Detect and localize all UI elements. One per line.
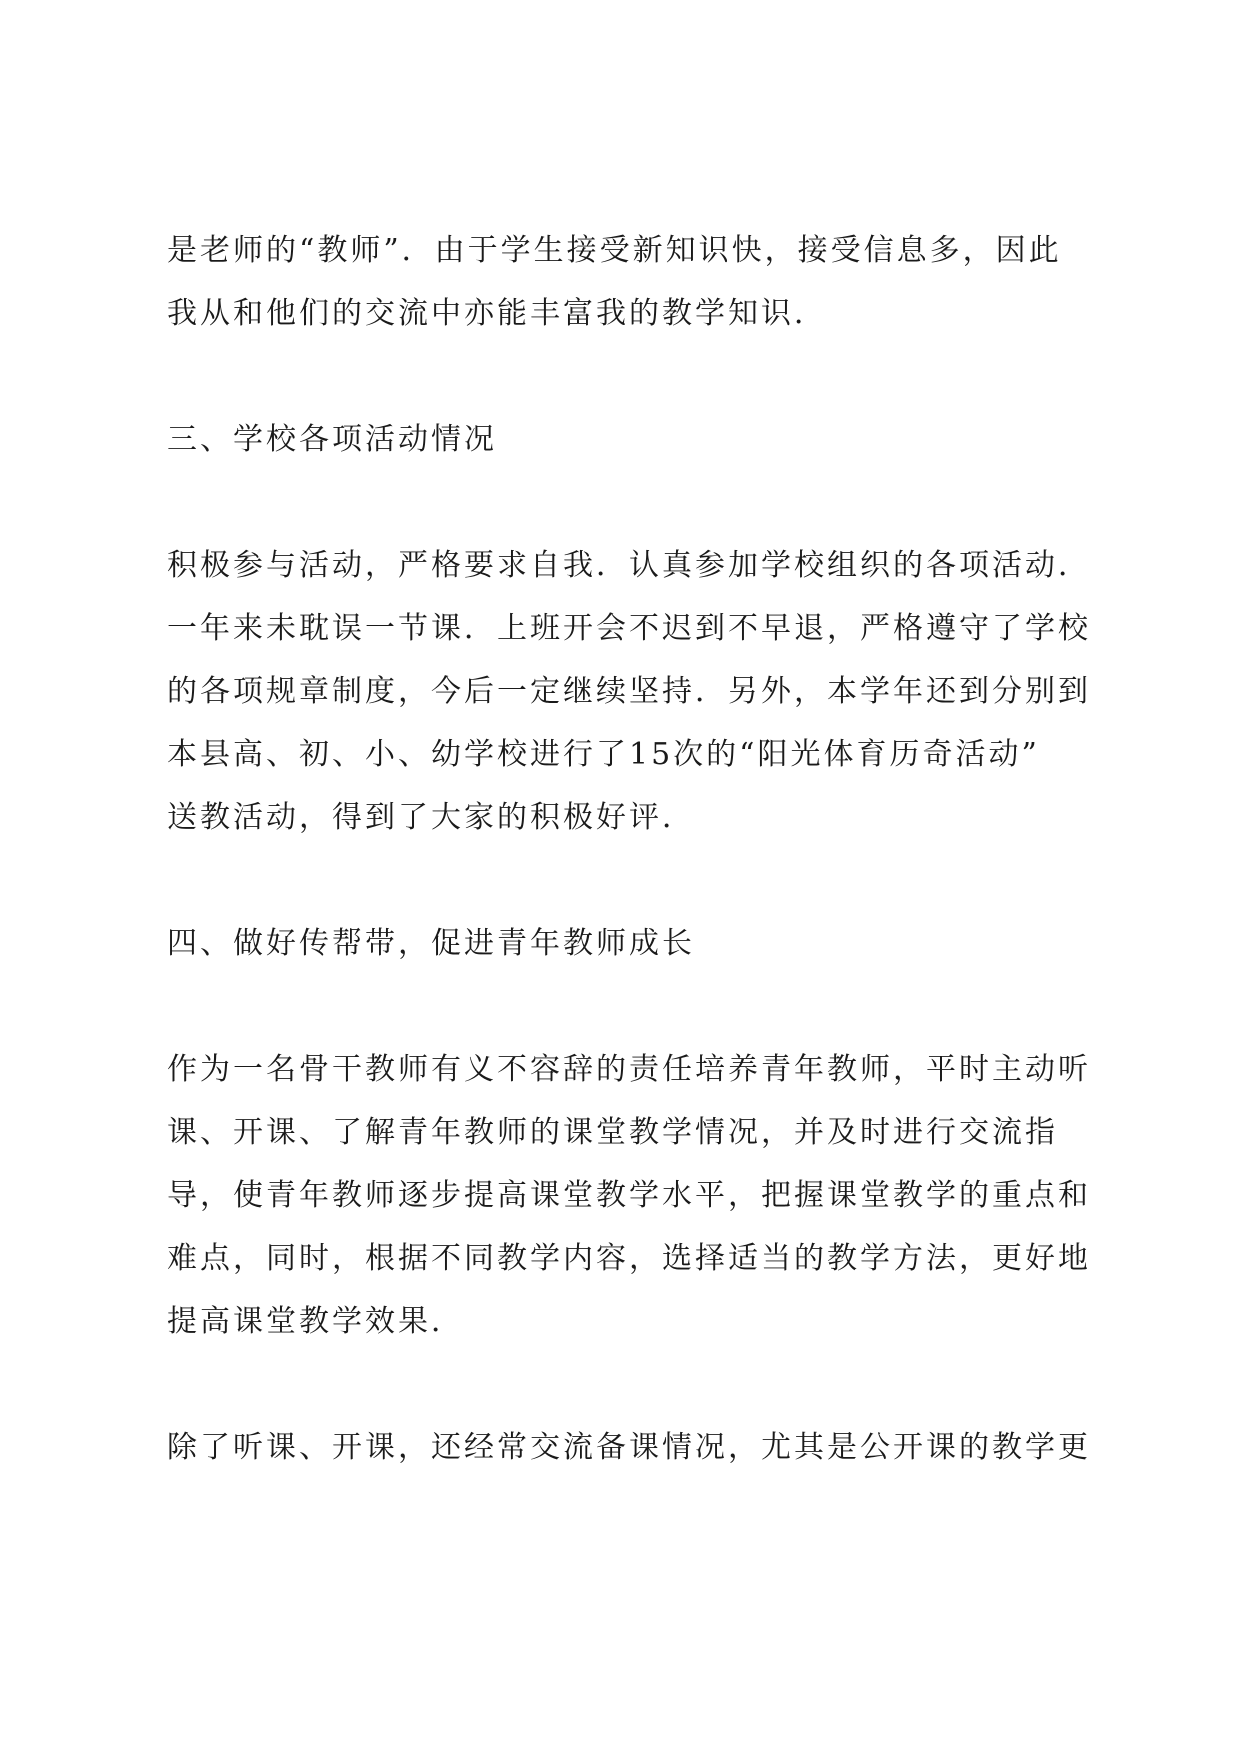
- text-line: 作为一名骨干教师有义不容辞的责任培养青年教师，平时主动听: [167, 1052, 1091, 1087]
- text-line: 除了听课、开课，还经常交流备课情况，尤其是公开课的教学更: [167, 1430, 1091, 1465]
- text-line: 难点，同时，根据不同教学内容，选择适当的教学方法，更好地: [167, 1241, 1091, 1276]
- text-line: 导，使青年教师逐步提高课堂教学水平，把握课堂教学的重点和: [167, 1178, 1091, 1213]
- text-line: 课、开课、了解青年教师的课堂教学情况，并及时进行交流指: [167, 1115, 1058, 1150]
- paragraph-spacer: [167, 849, 1092, 912]
- paragraph-spacer: [167, 1353, 1092, 1416]
- paragraph-lesson-prep: [167, 1416, 1092, 1479]
- text-line: 的各项规章制度，今后一定继续坚持．另外，本学年还到分别到: [167, 674, 1091, 709]
- paragraph-mentoring: [167, 1038, 1092, 1353]
- text-line: 是老师的“教师”．由于学生接受新知识快，接受信息多，因此: [167, 233, 1062, 268]
- paragraph-spacer: [167, 471, 1092, 534]
- paragraph-spacer: [167, 345, 1092, 408]
- text-line: 本县高、初、小、幼学校进行了15次的“阳光体育历奇活动”: [167, 737, 1040, 772]
- text-line: 一年来未耽误一节课．上班开会不迟到不早退，严格遵守了学校: [167, 611, 1091, 646]
- section-heading-4: [167, 912, 1092, 975]
- heading-text: 三、学校各项活动情况: [167, 422, 497, 457]
- paragraph-spacer: [167, 975, 1092, 1038]
- document-body: [167, 219, 1092, 1479]
- paragraph-continued-text: [167, 219, 1092, 345]
- text-line: 送教活动，得到了大家的积极好评．: [167, 800, 695, 835]
- text-line: 我从和他们的交流中亦能丰富我的教学知识．: [167, 296, 827, 331]
- paragraph-activities: [167, 534, 1092, 849]
- heading-text: 四、做好传帮带，促进青年教师成长: [167, 926, 695, 961]
- text-line: 积极参与活动，严格要求自我．认真参加学校组织的各项活动．: [167, 548, 1091, 583]
- section-heading-3: [167, 408, 1092, 471]
- text-line: 提高课堂教学效果．: [167, 1304, 464, 1339]
